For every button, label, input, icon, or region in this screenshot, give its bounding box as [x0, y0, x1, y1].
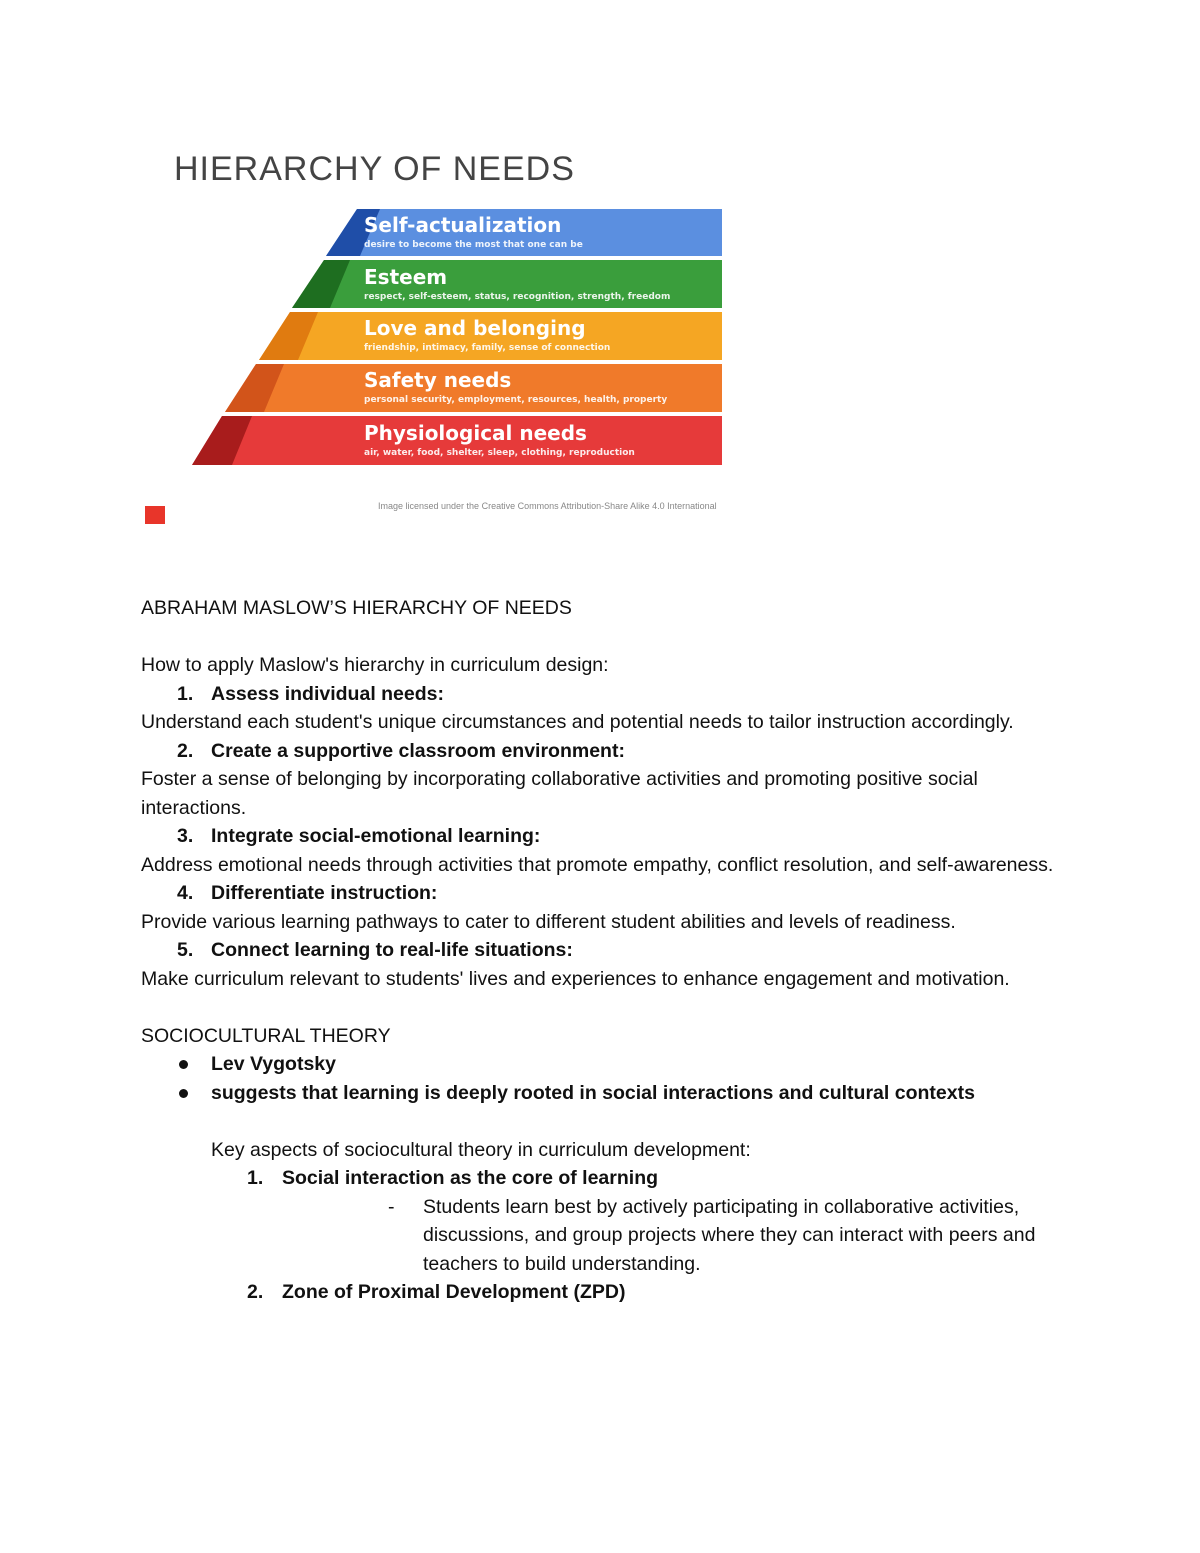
- item-number: 1.: [177, 682, 194, 705]
- item-title: Assess individual needs:: [211, 682, 445, 705]
- tier-desc-esteem: respect, self-esteem, status, recognition, strength, freedom: [364, 292, 671, 302]
- pyramid-graphic: [0, 0, 1200, 540]
- sociocultural-heading: SOCIOCULTURAL THEORY: [141, 1024, 391, 1047]
- bullet-dot-icon: [179, 1060, 188, 1069]
- item-title: Integrate social-emotional learning:: [211, 825, 541, 847]
- maslow-item: [141, 822, 1071, 879]
- aspect-detail-text: Students learn best by actively participating in collaborative activities, discussions, and group projects where they can interact with peers and teachers to build understanding.: [423, 1195, 1036, 1275]
- item-number: 5.: [177, 939, 194, 961]
- aspect-number: 2.: [247, 1281, 264, 1303]
- aspects-list: [141, 1164, 1071, 1307]
- tier-desc-physiological: air, water, food, shelter, sleep, clothing, reproduction: [364, 448, 635, 458]
- bullet-text: Lev Vygotsky: [211, 1053, 336, 1075]
- item-title: Connect learning to real-life situations:: [211, 939, 573, 961]
- maslow-item: [141, 737, 1071, 823]
- aspect-item: [141, 1278, 1071, 1307]
- item-text: Make curriculum relevant to students' lives and experiences to enhance engagement and motivation.: [141, 967, 1010, 990]
- aspect-item: [141, 1164, 1071, 1278]
- aspect-title: Social interaction as the core of learning: [282, 1167, 659, 1189]
- license-caption: Image licensed under the Creative Commons Attribution-Share Alike 4.0 International: [378, 501, 717, 511]
- figure-title: HIERARCHY OF NEEDS: [174, 150, 575, 188]
- aspect-title: Zone of Proximal Development (ZPD): [282, 1281, 626, 1303]
- maslow-item: [141, 936, 1071, 993]
- key-aspects-intro: Key aspects of sociocultural theory in curriculum development:: [211, 1138, 751, 1161]
- maslow-item: [141, 879, 1071, 936]
- hierarchy-figure: [0, 0, 1200, 540]
- tier-desc-self-actualization: desire to become the most that one can be: [364, 240, 583, 250]
- item-title: Create a supportive classroom environment:: [211, 739, 625, 762]
- maslow-item: [141, 680, 1071, 737]
- item-number: 2.: [177, 739, 194, 762]
- item-text: Foster a sense of belonging by incorporating collaborative activities and promoting positive social interactions.: [141, 768, 978, 819]
- maslow-heading: ABRAHAM MASLOW’S HIERARCHY OF NEEDS: [141, 597, 572, 619]
- item-text: Understand each student's unique circumstances and potential needs to tailor instruction accordingly.: [141, 711, 1014, 733]
- item-number: 3.: [177, 825, 194, 847]
- item-text: Address emotional needs through activities that promote empathy, conflict resolution, and self-awareness.: [141, 853, 1054, 876]
- item-text: Provide various learning pathways to cater to different student abilities and levels of readiness.: [141, 910, 956, 933]
- tier-label-physiological: Physiological needs: [364, 421, 587, 445]
- maslow-intro: How to apply Maslow's hierarchy in curriculum design:: [141, 654, 609, 676]
- item-title: Differentiate instruction:: [211, 882, 438, 904]
- tier-desc-love: friendship, intimacy, family, sense of connection: [364, 343, 611, 353]
- bullet-dot-icon: [179, 1089, 188, 1098]
- tier-label-safety: Safety needs: [364, 368, 512, 392]
- dash-marker: -: [388, 1195, 395, 1218]
- aspect-number: 1.: [247, 1167, 264, 1189]
- sociocultural-bullets: [141, 1050, 1071, 1107]
- bullet-item: [141, 1079, 1071, 1108]
- document-body: [141, 594, 1071, 1307]
- aspect-detail: [141, 1193, 1071, 1279]
- tier-label-esteem: Esteem: [364, 265, 448, 289]
- tier-label-love: Love and belonging: [364, 316, 586, 340]
- bullet-item: [141, 1050, 1071, 1079]
- bullet-text: suggests that learning is deeply rooted in social interactions and cultural contexts: [211, 1081, 975, 1104]
- tier-label-self-actualization: Self-actualization: [364, 213, 562, 237]
- maslow-list: [141, 680, 1071, 994]
- item-number: 4.: [177, 882, 194, 904]
- tier-desc-safety: personal security, employment, resources, health, property: [364, 395, 668, 405]
- broken-image-icon: [145, 506, 165, 524]
